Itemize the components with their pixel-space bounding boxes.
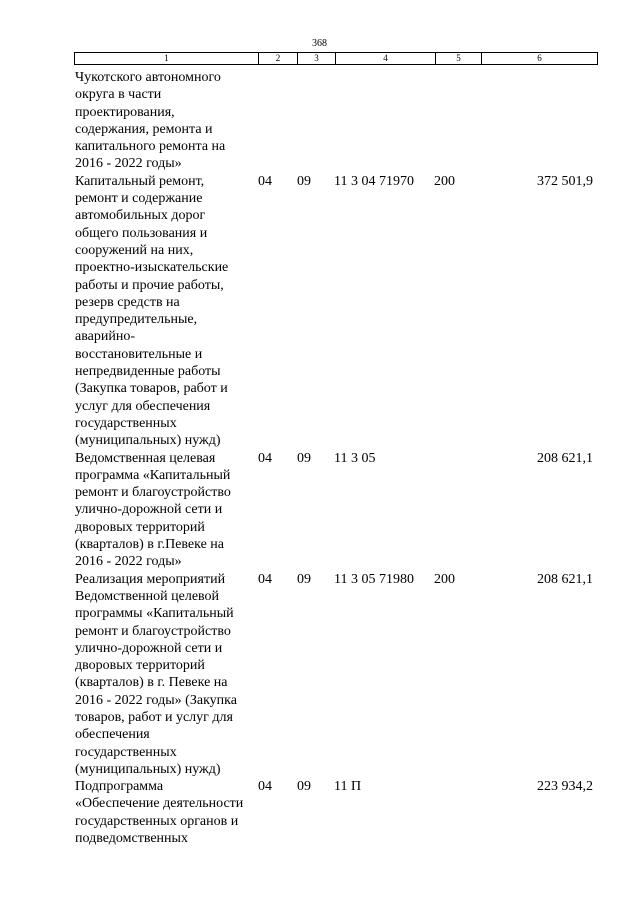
row-name-cell (75, 69, 255, 173)
row-name-line: подведомственных (75, 831, 188, 847)
row-name-line: проектирования, (75, 104, 175, 120)
row-name-line: улично-дорожной сети и (75, 640, 223, 656)
section-code: 04 (258, 779, 272, 795)
row-name-line: автомобильных дорог (75, 208, 206, 224)
row-name-line: Чукотского автономного (75, 70, 221, 85)
section-code: 04 (258, 571, 272, 587)
row-name-line: работы и прочие работы, (75, 277, 224, 293)
table-row (75, 69, 597, 173)
row-name-cell (75, 450, 255, 571)
row-name-line: (муниципальных) нужд) (75, 761, 221, 777)
row-name-line: проектно-изыскательские (75, 260, 229, 276)
section-code: 04 (258, 173, 272, 189)
row-name-line: (кварталов) в г.Певеке на (75, 537, 225, 553)
table-body (75, 69, 597, 847)
row-name-line: содержания, ремонта и (75, 121, 213, 137)
column-header-6: 6 (482, 53, 598, 65)
row-name-line: резерв средств на (75, 294, 180, 310)
amount-value: 208 621,1 (537, 450, 593, 466)
subsection-code: 09 (297, 571, 311, 587)
column-header-row (75, 53, 598, 65)
row-name-line: улично-дорожной сети и (75, 502, 223, 518)
row-name-line: ремонт и благоустройство (75, 485, 231, 501)
row-name-line: программа «Капитальный (75, 467, 231, 483)
row-name-line: программы «Капитальный (75, 606, 234, 622)
column-header-4: 4 (336, 53, 436, 65)
target-article-code: 11 П (334, 779, 362, 795)
row-name-line: Реализация мероприятий (75, 571, 226, 587)
row-name-line: услуг для обеспечения (75, 398, 211, 414)
subsection-code: 09 (297, 450, 311, 466)
row-name-line: ремонт и содержание (75, 191, 203, 207)
row-name-line: государственных (75, 744, 177, 760)
row-name-line: дворовых территорий (75, 519, 205, 535)
row-name-line: 2016 - 2022 годы» (75, 554, 182, 570)
row-name-line: ремонт и благоустройство (75, 623, 231, 639)
target-article-code: 11 3 04 71970 (334, 173, 414, 189)
row-name-line: дворовых территорий (75, 658, 205, 674)
subsection-code: 09 (297, 173, 311, 189)
row-name-line: сооружений на них, (75, 242, 194, 258)
amount-value: 223 934,2 (537, 779, 593, 795)
row-name-cell (75, 778, 255, 847)
column-header-table (74, 52, 598, 65)
row-name-line: государственных органов и (75, 813, 239, 829)
column-header-2: 2 (259, 53, 298, 65)
target-article-code: 11 3 05 (334, 450, 376, 466)
row-name-line: товаров, работ и услуг для (75, 709, 233, 725)
row-name-line: обеспечения (75, 727, 150, 743)
row-name-line: Ведомственная целевая (75, 450, 216, 466)
table-row (75, 173, 597, 450)
table-row (75, 450, 597, 571)
table-row (75, 571, 597, 779)
row-name-line: (кварталов) в г. Певеке на (75, 675, 228, 691)
row-name-line: «Обеспечение деятельности (75, 796, 244, 812)
row-name-line: (муниципальных) нужд) (75, 433, 221, 449)
row-name-line: капитального ремонта на (75, 139, 226, 155)
section-code: 04 (258, 450, 272, 466)
amount-value: 208 621,1 (537, 571, 593, 587)
target-article-code: 11 3 05 71980 (334, 571, 414, 587)
row-name-line: 2016 - 2022 годы» (75, 156, 182, 172)
row-name-line: предупредительные, (75, 312, 198, 328)
row-name-line: Ведомственной целевой (75, 588, 220, 604)
row-name-line: Капитальный ремонт, (75, 173, 205, 189)
row-name-cell (75, 571, 255, 779)
amount-value: 372 501,9 (537, 173, 593, 189)
column-header-3: 3 (298, 53, 336, 65)
row-name-line: аварийно- (75, 329, 135, 345)
column-header-5: 5 (436, 53, 482, 65)
expense-type-code: 200 (434, 571, 455, 587)
row-name-line: округа в части (75, 87, 162, 103)
page-number: 368 (312, 38, 327, 49)
row-name-line: 2016 - 2022 годы» (Закупка (75, 692, 237, 708)
row-name-line: непредвиденные работы (75, 364, 221, 380)
row-name-line: Подпрограмма (75, 779, 164, 795)
row-name-line: (Закупка товаров, работ и (75, 381, 228, 397)
row-name-line: государственных (75, 415, 177, 431)
row-name-cell (75, 173, 255, 450)
column-header-1: 1 (75, 53, 259, 65)
row-name-line: восстановительные и (75, 346, 203, 362)
expense-type-code: 200 (434, 173, 455, 189)
subsection-code: 09 (297, 779, 311, 795)
table-row (75, 778, 597, 847)
row-name-line: общего пользования и (75, 225, 208, 241)
